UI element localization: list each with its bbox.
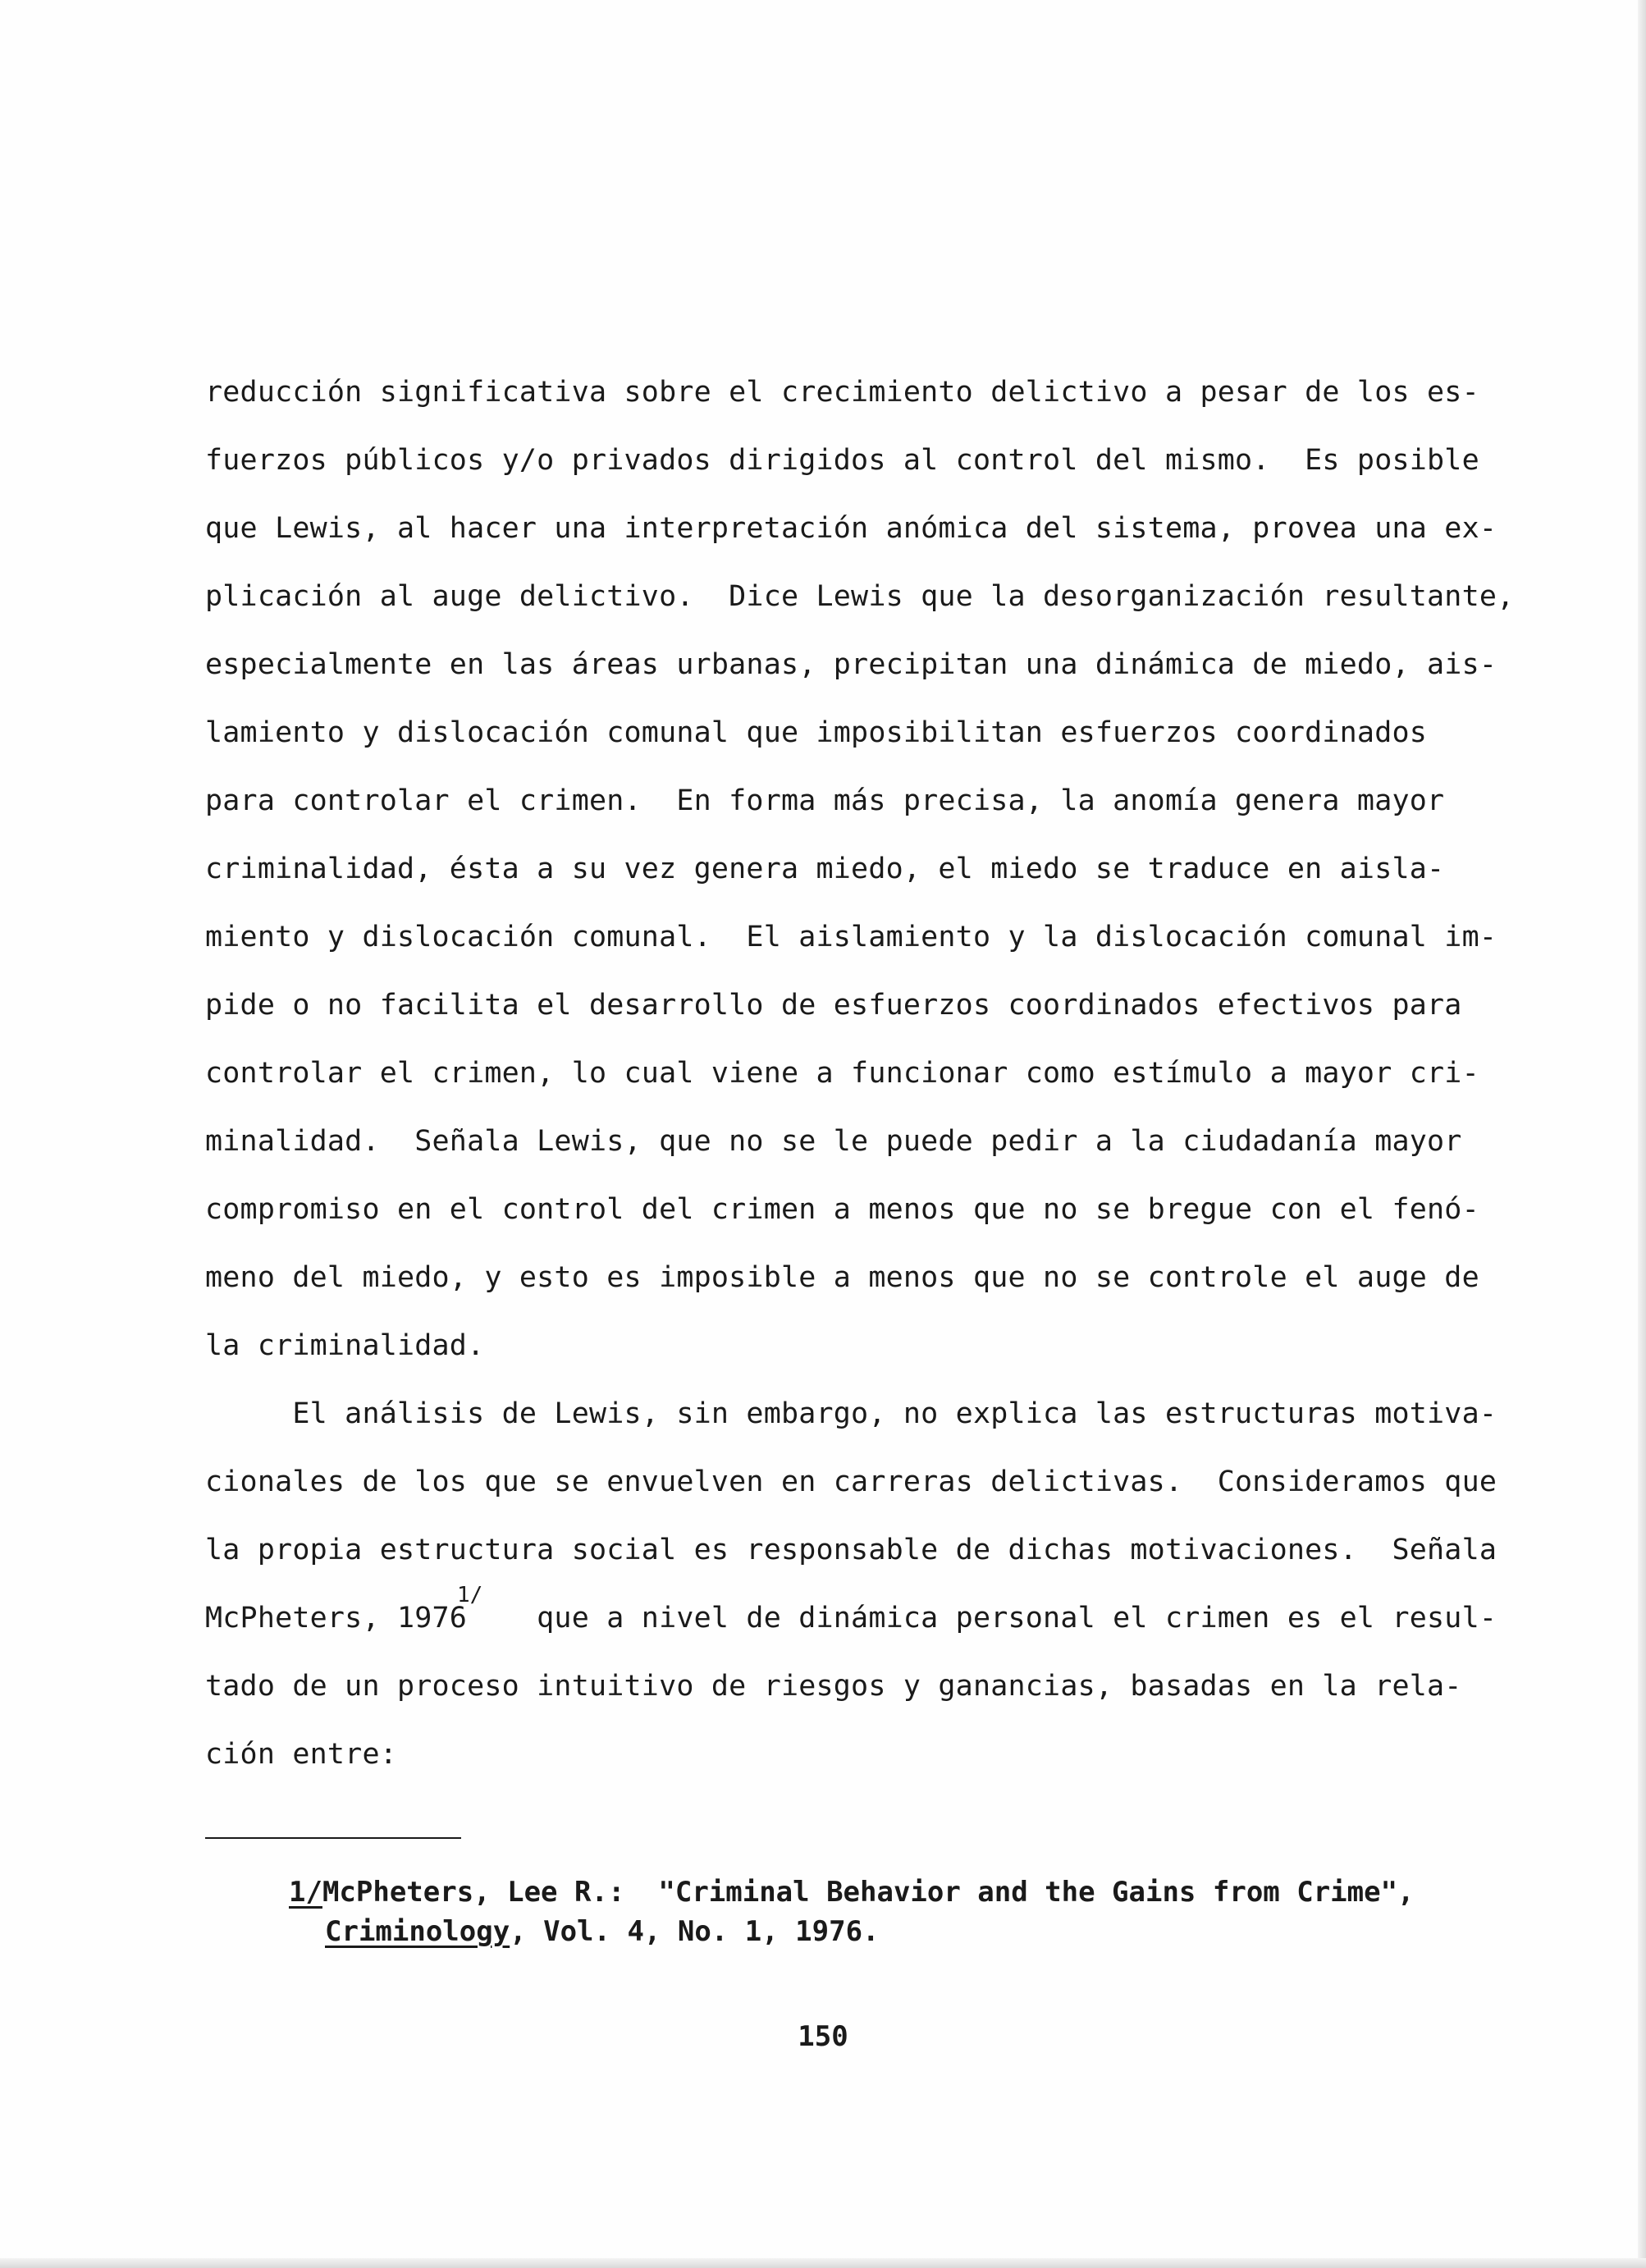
text-line: plicación al auge delictivo. Dice Lewis que la desorganización resultante, [205, 580, 1515, 613]
footnote-line [289, 1876, 1415, 1909]
page-number: 150 [798, 2020, 848, 2053]
footnote-separator [205, 1837, 461, 1839]
text-line: compromiso en el control del crimen a menos que no se bregue con el fenó- [205, 1193, 1479, 1226]
text-line: criminalidad, ésta a su vez genera miedo, el miedo se traduce en aisla- [205, 853, 1445, 885]
footnote-number: 1/ [289, 1876, 322, 1909]
footnote-reference: 1/ [457, 1583, 483, 1607]
text-line: ción entre: [205, 1738, 397, 1771]
footnote-details: , Vol. 4, No. 1, 1976. [510, 1915, 880, 1948]
footnote-author: McPheters, Lee R.: [322, 1876, 625, 1909]
page-edge-shadow [0, 2258, 1646, 2268]
text-line: especialmente en las áreas urbanas, precipitan una dinámica de miedo, ais- [205, 648, 1497, 681]
text-line: pide o no facilita el desarrollo de esfuerzos coordinados efectivos para [205, 989, 1462, 1022]
page-edge-shadow [1638, 0, 1646, 2268]
text-line: minalidad. Señala Lewis, que no se le puede pedir a la ciudadanía mayor [205, 1125, 1462, 1158]
text-line: controlar el crimen, lo cual viene a funcionar como estímulo a mayor cri- [205, 1057, 1479, 1090]
text-line: meno del miedo, y esto es imposible a menos que no se controle el auge de [205, 1261, 1479, 1294]
footnote-title: "Criminal Behavior and the Gains from Crime", [658, 1876, 1415, 1909]
text-line: miento y dislocación comunal. El aislamiento y la dislocación comunal im- [205, 921, 1497, 953]
text-line: lamiento y dislocación comunal que imposibilitan esfuerzos coordinados [205, 716, 1428, 749]
text-line: fuerzos públicos y/o privados dirigidos al control del mismo. Es posible [205, 444, 1479, 477]
text-line: la propia estructura social es responsable de dichas motivaciones. Señala [205, 1534, 1497, 1566]
text-line: reducción significativa sobre el crecimiento delictivo a pesar de los es- [205, 376, 1479, 409]
footnote-journal: Criminology [325, 1915, 510, 1948]
text-line: la criminalidad. [205, 1329, 485, 1362]
text-line: cionales de los que se envuelven en carreras delictivas. Consideramos que [205, 1466, 1497, 1498]
text-line: McPheters, 1976 que a nivel de dinámica personal el crimen es el resul- [205, 1602, 1497, 1635]
text-line: para controlar el crimen. En forma más precisa, la anomía genera mayor [205, 784, 1445, 817]
text-line: El análisis de Lewis, sin embargo, no explica las estructuras motiva- [205, 1397, 1497, 1430]
text-line: tado de un proceso intuitivo de riesgos y ganancias, basadas en la rela- [205, 1670, 1462, 1703]
text-line: que Lewis, al hacer una interpretación anómica del sistema, provea una ex- [205, 512, 1497, 545]
footnote-line [325, 1915, 880, 1948]
